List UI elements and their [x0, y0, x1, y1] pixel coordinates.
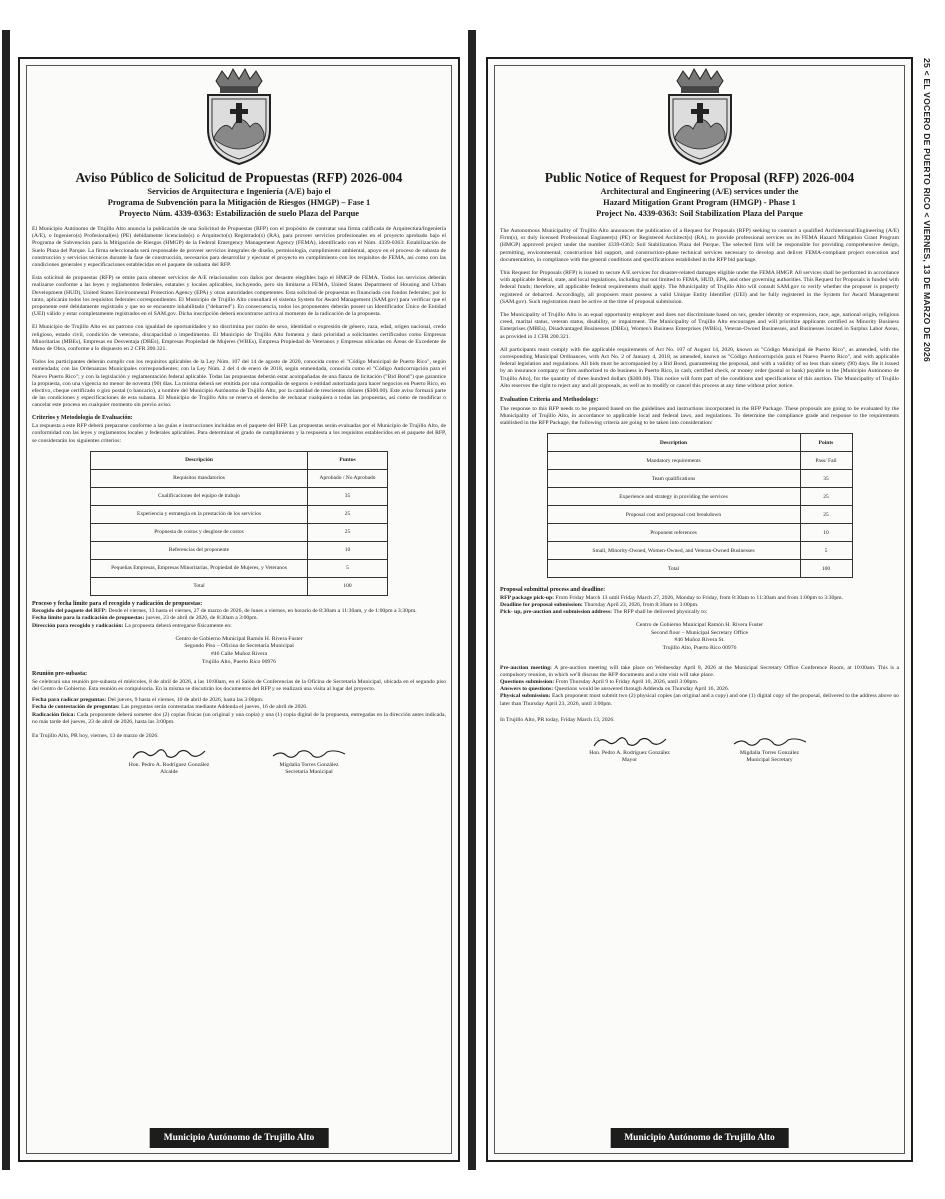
signature-block	[570, 734, 690, 764]
table-cell: Requisitos mandatorios	[91, 469, 308, 487]
address-line	[500, 609, 899, 616]
paragraph: Esta solicitud de propuestas (RFP) se emite para obtener servicios de A/E relacionados con daños por desastre elegibles bajo el HMGP de FEMA. Todos los servicios deberán realizarse conforme a las leyes y reglamentos federales, estatales y locales aplicables, incluyendo, pero sin limitarse a FEMA, United States Department of Housing and Urban Development (HUD), United States Environmental Protection Agency (EPA) y otras autoridades competentes. Esta solicitud de propuestas es financiada con fondos federales; por lo tanto, aplicarán todos los requisitos federales correspondientes. El Municipio de Trujillo Alto consultará el sistema System for Award Management (SAM.gov) para verificar que el proponente esté debidamente registrado y que no se encuentre inhabilitado ("debarred"). En consecuencia, todos los proponentes deberán poseer un Identificador Único de Entidad (UEI) válido y estar completamente registrados en el SAM.gov. Dicha inscripción deberá encontrarse activa al momento de la radicación de la propuesta.	[32, 275, 446, 318]
table-cell: Team qualifications	[547, 470, 800, 488]
page-edge-left	[2, 30, 10, 1170]
table-row	[91, 577, 388, 595]
table-cell: Experiencia y estrategia en la prestación de los servicios	[91, 505, 308, 523]
table-cell: 5	[800, 542, 852, 560]
pickup-text: Desde el viernes, 13 hasta el viernes, 27 de marzo de 2026, de lunes a viernes, en horario de 8:30am a 11:30am, y de 1:00pm a 3:30pm.	[108, 608, 417, 615]
table-cell: 25	[800, 488, 852, 506]
physical-label: Physical submission:	[500, 693, 551, 700]
signer-title: Secretaria Municipal	[285, 769, 333, 776]
address-label: Dirección para recogido y radicación:	[32, 622, 124, 629]
answers-label: Fecha de contestación de preguntas:	[32, 704, 120, 711]
signature-row	[500, 734, 899, 764]
table-cell: 35	[800, 470, 852, 488]
questions-line	[500, 679, 899, 686]
page-number: 25	[922, 58, 932, 68]
page-gutter	[468, 30, 476, 1170]
address-line-1: Centro de Gobierno Municipal Ramón H. Rivera Fuster	[175, 635, 303, 642]
closing-line: En Trujillo Alto, PR hoy, viernes, 13 de marzo de 2026.	[32, 732, 159, 739]
table-cell: 25	[800, 506, 852, 524]
meeting-heading: Reunión pre-subasta:	[32, 671, 88, 678]
table-cell: 10	[800, 524, 852, 542]
table-cell: Pequeñas Empresas, Empresas Minoritarias, Propiedad de Mujeres, y Veteranos	[91, 559, 308, 577]
closing-line: In Trujillo Alto, PR today, Friday March 13, 2026.	[500, 716, 615, 723]
paragraph: The response to this RFP needs to be prepared based on the guidelines and instructions incorporated in the RFP Package. These proposals are going to be evaluated by the Municipality of Trujillo Alto, in accordance to applicable local and federal laws, and regulations. To determine the compliance grade and response to the requirements stablished in the RFP Package, the following criteria are going to be taken into consideration:	[500, 405, 899, 426]
table-row	[547, 506, 852, 524]
table-cell: Proposal cost and proposal cost breakdown	[547, 506, 800, 524]
table-cell: 10	[308, 541, 388, 559]
running-header	[922, 58, 932, 362]
signature-mark-icon	[129, 746, 209, 762]
questions-text: Del jueves, 9 hasta el viernes, 10 de abril de 2026, hasta las 3:00pm.	[107, 697, 264, 704]
footer-bar: Municipio Autónomo de Trujillo Alto	[610, 1128, 789, 1148]
table-row	[91, 469, 388, 487]
pickup-label: Recogido del paquete del RFP:	[32, 608, 107, 615]
signer-name: Migdalia Torres González	[739, 750, 800, 757]
questions-line	[32, 697, 446, 704]
table-row	[547, 560, 852, 578]
physical-line	[32, 712, 446, 726]
physical-line	[500, 693, 899, 707]
address-line-1: Centro de Gobierno Municipal Ramón H. Rivera Fuster	[636, 622, 763, 629]
table-cell: Propuesta de costos y desglose de costos	[91, 523, 308, 541]
table-cell: 5	[308, 559, 388, 577]
table-header-cell: Points	[800, 434, 852, 452]
table-cell: Experience and strategy in providing the services	[547, 488, 800, 506]
delivery-address	[500, 622, 899, 652]
table-cell: Pass/ Fail	[800, 452, 852, 470]
paragraph: La respuesta a este RFP deberá prepararse conforme a las guías e instrucciones incluidas en el paquete del RFP. Las propuestas serán evaluadas por el Municipio de Trujillo Alto, de conformidad con las leyes y reglamentos locales y federales aplicables. Para determinar el grado de cumplimiento y la respuesta a los requisitos establecidos en el paquete del RFP, se considerarán los siguientes criterios:	[32, 423, 446, 444]
questions-label: Questions submission:	[500, 679, 555, 686]
answers-text: Questions would be answered through Addenda on Thursday April 16, 2026.	[554, 686, 730, 693]
criteria-table	[90, 451, 388, 596]
answers-text: Las preguntas serán contestadas mediante Addenda el jueves, 16 de abril de 2026.	[121, 704, 308, 711]
table-cell: Referencias del proponente	[91, 541, 308, 559]
signer-name: Hon. Pedro A. Rodríguez González	[589, 750, 670, 757]
address-line-3: #46 Muñoz Rivera St.	[674, 637, 725, 644]
table-row	[547, 524, 852, 542]
notice-subtitle-2: Hazard Mitigation Grant Program (HMGP) - Phase 1	[603, 198, 796, 207]
meeting-line	[500, 665, 899, 679]
process-heading: Proceso y fecha límite para el recogido y radicación de propuestas:	[32, 600, 203, 607]
notice-subtitle-3: Project No. 4339-0363: Soil Stabilization Plaza del Parque	[596, 209, 803, 218]
address-label: Pick- up, pre-auction and submission address:	[500, 609, 612, 616]
address-text: The RFP shall be delivered physically to:	[613, 609, 708, 616]
meeting-text: Se celebrará una reunión pre-subasta el miércoles, 8 de abril de 2026, a las 10:00am, en el Salón de Conferencias de la Oficina de Secretaría Municipal, ubicada en el segundo piso del Centro de Gobierno. Esta reunión es compulsoria. En la misma se discutirán los documentos del RFP y se realizará una visita al lugar del proyecto.	[32, 678, 446, 692]
signature-block	[249, 746, 369, 776]
physical-text: Each proponent must submit two (2) physical copies (an original and a copy) and one (1) digital copy of the proposal, delivered to the address above no later than Thursday April 23, 2026, until 3:00pm.	[500, 693, 900, 707]
criteria-table	[547, 433, 853, 578]
paragraph: The Autonomous Municipality of Trujillo Alto announces the publication of a Request for Proposals (RFP) seeking to contract a qualified Architectural/Engineering (A/E) Firm(s), or duly licensed Professional Engineer(s) (PE) or Registered Architect(s) (RA), to provide professional services on its FEMA Hazard Mitigation Grant Program (HMGP) approved project under the number 4339-0363: Soil Stabilization Plaza del Parque. The selected firm will be responsible for providing comprehensive design, permitting, environmental, construction bid support, and construction-phase technical services necessary to develop and deliver FEMA-compliant project execution and documentation, in compliance with the general conditions and specifications established in the RFP bid package.	[500, 228, 899, 263]
notice-subtitle-1: Servicios de Arquitectura e Ingeniería (A/E) bajo el	[147, 187, 331, 196]
table-row	[547, 452, 852, 470]
notice-spanish	[18, 57, 460, 1162]
table-cell: 35	[308, 487, 388, 505]
address-line	[32, 623, 446, 630]
table-row	[547, 542, 852, 560]
table-header-cell: Puntos	[308, 451, 388, 469]
signature-mark-icon	[590, 734, 670, 750]
table-row	[91, 559, 388, 577]
meeting-label: Pre-auction meeting:	[500, 664, 552, 671]
table-row	[91, 541, 388, 559]
physical-text: Cada proponente deberá someter dos (2) copias físicas (un original y una copia) y una (1) copia digital de la propuesta, entregadas en la dirección antes indicada, no más tarde del jueves, 23 de abril de 2026, hasta las 3:00pm.	[32, 711, 446, 725]
address-line-2: Segundo Piso – Oficina de Secretaría Municipal	[184, 643, 294, 650]
notice-title: Aviso Público de Solicitud de Propuestas (RFP) 2026-004	[75, 170, 403, 185]
paragraph: This Request for Proposals (RFP) is issued to secure A/E services for disaster-related damages eligible under the FEMA HMGP. All services shall be performed in accordance with applicable federal, state, and local regulations, including but not limited to FEMA, HUD, EPA, and other governing authorities. This Request for Proposals is funded with federal funds; therefore, all applicable federal requirements shall apply. The Municipality of Trujillo Alto will consult SAM.gov to verify whether the proposer is properly registered or debarred. Accordingly, all proposers must possess a valid Unique Entity Identifier (UEI) and be fully registered in the System for Award Management (SAM.gov). Such registration must be active at the time of proposal submission.	[500, 270, 899, 305]
table-row	[91, 505, 388, 523]
footer-bar: Municipio Autónomo de Trujillo Alto	[150, 1128, 329, 1148]
notice-title: Public Notice of Request for Proposal (RFP) 2026-004	[544, 170, 855, 185]
table-cell: Total	[547, 560, 800, 578]
deadline-line	[500, 602, 899, 609]
table-header-cell: Description	[547, 434, 800, 452]
table-header-row	[91, 451, 388, 469]
paragraph: All participants must comply with the applicable requirements of Act No. 107 of August 14, 2020, known as "Código Municipal de Puerto Rico", as amended, with the corresponding Municipal Ordinances, with Act No. 2 of January 4, 2018, as amended, known as "Código Anticorrupción para el Nuevo Puerto Rico", and with applicable federal legislation and regulations. All bids must be accompanied by a Bid Bond, guaranteeing the proposal, and with a validity of no less than ninety (90) days. Be it issued by an insurance company or firm authorized to do business in Puerto Rico, in cash, certified check, or money order (postal or bank) payable to the [Municipio Autónomo de Trujillo Alto], for the quantity of three hundred dollars ($300.00). This notice will form part of the conditions and specifications of this auction. The Municipality of Trujillo Alto reserves the right to reject any and all proposals, as well as to modify or cancel this process at any time without prior notice.	[500, 346, 899, 389]
pickup-line	[500, 595, 899, 602]
pickup-line	[32, 608, 446, 615]
table-row	[547, 488, 852, 506]
table-cell: 100	[800, 560, 852, 578]
signature-mark-icon	[269, 746, 349, 762]
table-row	[91, 523, 388, 541]
address-line-4: Trujillo Alto, Puerto Rico 00976	[662, 645, 737, 652]
table-cell: Aprobado / No Aprobado	[308, 469, 388, 487]
municipal-crest-icon	[659, 67, 741, 167]
questions-text: From Thursday April 9 to Friday April 10, 2026, until 3:00pm.	[555, 679, 699, 686]
answers-line	[32, 704, 446, 711]
meeting-text: A pre-auction meeting will take place on Wednesday April 8, 2026 at the Municipal Secretary Office Conference Room, at 10:00am. This is a compulsory reunion, in which we'll discuss the RFP documents and a site visit will take place.	[500, 664, 899, 678]
answers-label: Answers to questions:	[500, 686, 554, 693]
pickup-text: From Friday March 13 until Friday March 27, 2026, Monday to Friday, from 8:30am to 11:30am and from 1:00pm to 3:30pm.	[555, 594, 844, 601]
deadline-text: Thursday April 23, 2026, from 8:30am to 3:00pm.	[584, 601, 699, 608]
address-line-2: Second floor – Municipal Secretary Office	[650, 629, 749, 636]
questions-label: Fecha para radicar preguntas:	[32, 697, 107, 704]
criteria-heading: Evaluation Criteria and Methodology:	[500, 397, 599, 404]
signer-title: Mayor	[621, 757, 638, 764]
address-text: La propuesta deberá entregarse físicamente en:	[124, 622, 232, 629]
table-cell: Proponent references	[547, 524, 800, 542]
table-row	[91, 487, 388, 505]
deadline-label: Fecha límite para la radicación de propuestas:	[32, 615, 145, 622]
process-heading: Proposal submittal process and deadline:	[500, 587, 606, 594]
signature-block	[710, 734, 830, 764]
notice-english	[486, 57, 913, 1162]
notice-subtitle-2: Programa de Subvención para la Mitigación de Riesgos (HMGP) – Fase 1	[107, 198, 371, 207]
criteria-heading: Criterios y Metodología de Evaluación:	[32, 414, 133, 421]
deadline-text: jueves, 23 de abril de 2026, de 8:30am a 3:00pm.	[145, 615, 258, 622]
notice-subtitle-3: Proyecto Núm. 4339-0363: Estabilización de suelo Plaza del Parque	[119, 209, 359, 218]
table-cell: 100	[308, 577, 388, 595]
pickup-label: RFP package pick-up:	[500, 594, 555, 601]
delivery-address	[32, 636, 446, 666]
signer-name: Hon. Pedro A. Rodríguez González	[128, 762, 210, 769]
municipal-crest-icon	[198, 67, 280, 167]
table-header-cell: Descripción	[91, 451, 308, 469]
signature-block	[109, 746, 229, 776]
table-cell: Cualificaciones del equipo de trabajo	[91, 487, 308, 505]
table-row	[547, 470, 852, 488]
table-header-row	[547, 434, 852, 452]
deadline-line	[32, 615, 446, 622]
running-header-text: < EL VOCERO DE PUERTO RICO < VIERNES, 13 DE MARZO DE 2026	[922, 70, 932, 362]
table-cell: Small, Minority-Owned, Women-Owned, and Veteran-Owned Businesses	[547, 542, 800, 560]
address-line-3: #46 Calle Muñoz Rivera	[210, 651, 268, 658]
paragraph: The Municipality of Trujillo Alto is an equal opportunity employer and does not discriminate based on sex, gender identity or expression, race, age, national origin, religious creed, marital status, veteran status, disability, or impairment. The Municipality of Trujillo Alto encourages and will prioritize applicants certified as Minority Business Enterprises (MBEs), Disadvantaged Businesses (DBEs), Women's Business Enterprises (WBEs), Veteran-Owned Businesses, and Businesses located in Surplus Labor Areas, as provided in 2 CFR 200.321.	[500, 312, 899, 340]
notice-subtitle-1: Architectural and Engineering (A/E) services under the	[600, 187, 799, 196]
table-cell: Total	[91, 577, 308, 595]
physical-label: Radicación física:	[32, 711, 76, 718]
paragraph: El Municipio de Trujillo Alto es un patrono con igualdad de oportunidades y no discrimina por razón de sexo, identidad o expresión de género, raza, edad, origen nacional, credo religioso, estado civil, condición de veterano, discapacidad o impedimento. El Municipio de Trujillo Alto fomenta y dará prioridad a solicitantes certificados como Empresas Minoritarias (MBEs), Empresas en Desventaja (DBEs), Empresas Propiedad de Mujeres (WBEs), Empresa Propiedad de Veteranos y Empresas ubicadas en Áreas de Excedente de Mano de Obra, conforme a lo dispuesto en 2 CFR 200.321.	[32, 324, 446, 353]
signature-mark-icon	[730, 734, 810, 750]
table-cell: 25	[308, 505, 388, 523]
table-cell: Mandatory requirements	[547, 452, 800, 470]
signer-name: Migdalia Torres González	[279, 762, 339, 769]
paragraph: El Municipio Autónomo de Trujillo Alto anuncia la publicación de una Solicitud de Propuestas (RFP) con el propósito de contratar una firma calificada de Arquitectura/Ingeniería (A/E), o Ingeniero(s) Profesional(es) (PE) debidamente licenciado(s) o Arquitecto(s) Registrado(s) (RA), para proveer servicios profesionales en el proyecto aprobado bajo el Programa de Subvención para la Mitigación de Riesgos (HMGP) de la Federal Emergency Management Agency (FEMA), identificado con el Núm. 4339-0363: Estabilización de Suelo Plaza del Parque. La firma seleccionada será responsable de proveer servicios integrales de diseño, permisología, cumplimiento ambiental, apoyo en el proceso de subasta de construcción y servicios técnicos durante la fase de construcción, necesarios para desarrollar y ejecutar el proyecto en cumplimiento con los requisitos de FEMA, así como con las condiciones generales y especificaciones establecidas en el paquete de subasta del RFP.	[32, 226, 446, 269]
table-cell: 25	[308, 523, 388, 541]
signature-row	[32, 746, 446, 776]
signer-title: Alcalde	[160, 769, 178, 776]
deadline-label: Deadline for proposal submission:	[500, 601, 583, 608]
paragraph: Todos los participantes deberán cumplir con los requisitos aplicables de la Ley Núm. 107 del 14 de agosto de 2020, conocida como el "Código Municipal de Puerto Rico", según enmendada; con las Ordenanzas Municipales correspondientes; con la Ley Núm. 2 del 4 de enero de 2018, según enmendada, conocida como el "Código Anticorrupción para el Nuevo Puerto Rico"; y con la legislación y reglamentación federal aplicable. Todas las propuestas deberán estar acompañadas de una fianza de licitación ("Bid Bond") que garantice la propuesta, con una vigencia no menor de noventa (90) días. La misma deberá ser emitida por una compañía de seguros o entidad autorizada para hacer negocios en Puerto Rico, en efectivo, cheque certificado o giro postal (o bancario), a nombre del Municipio Autónomo de Trujillo Alto, por la cantidad de trescientos dólares ($300.00). Este aviso formará parte de las condiciones y especificaciones de esta subasta. El Municipio de Trujillo Alto se reserva el derecho de rechazar cualquiera o todas las propuestas, así como de modificar o cancelar este proceso en cualquier momento sin previo aviso.	[32, 359, 446, 409]
address-line-4: Trujillo Alto, Puerto Rico 00976	[202, 658, 276, 665]
signer-title: Municipal Secretary	[746, 757, 793, 764]
